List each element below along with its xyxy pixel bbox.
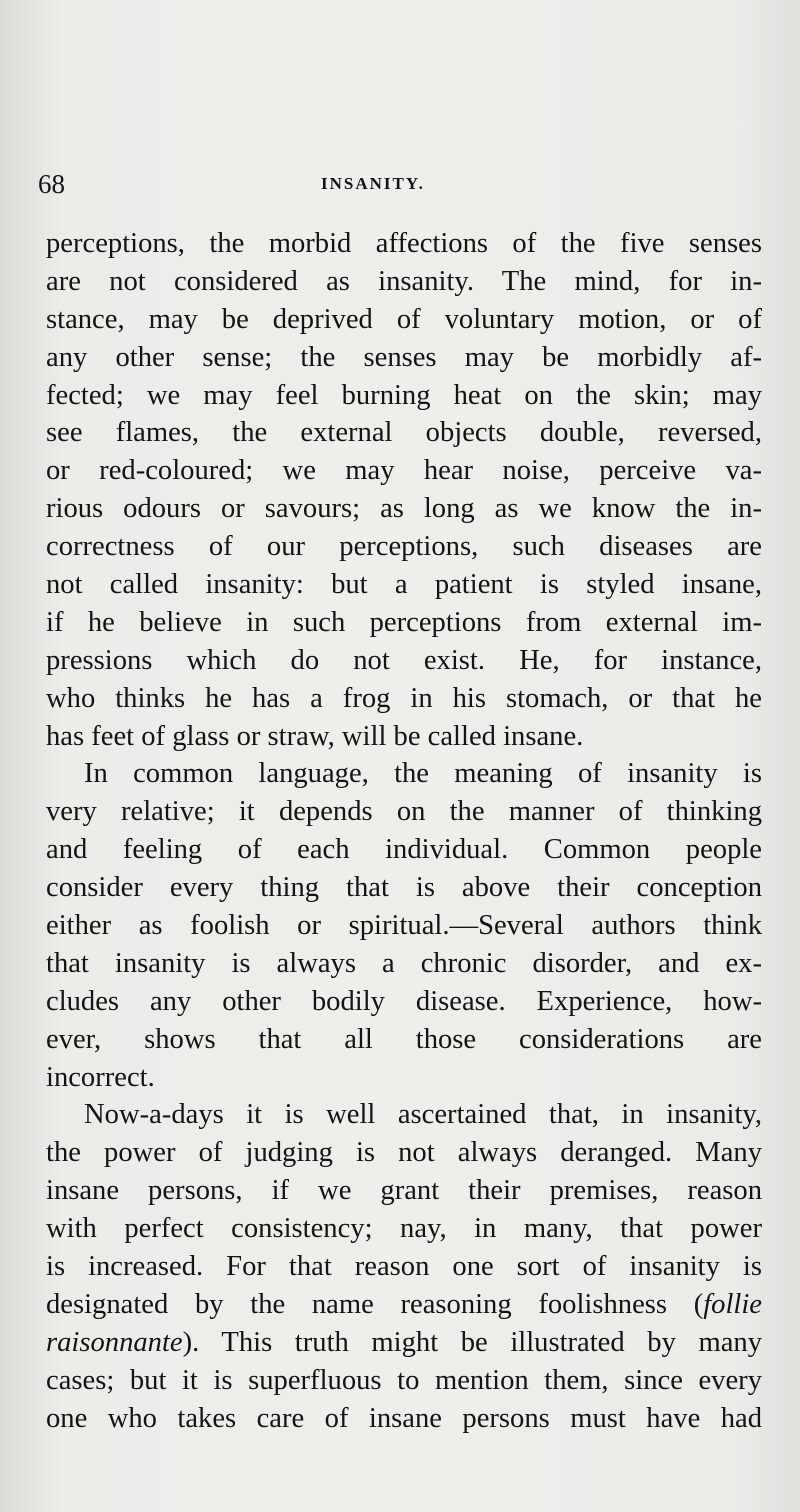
text-line: stance, may be deprived of voluntary motion, or of (46, 303, 762, 335)
text-line: ever, shows that all those considerations are (46, 1023, 762, 1055)
page-number: 68 (38, 169, 65, 199)
text-line: that insanity is always a chronic disorder, and ex- (46, 947, 762, 979)
text-line: perceptions, the morbid affections of the five senses (46, 228, 762, 259)
text-line: cludes any other bodily disease. Experience, how- (46, 985, 762, 1017)
text-line: cases; but it is superfluous to mention them, since every (46, 1364, 762, 1396)
text-line: correctness of our perceptions, such diseases are (46, 531, 762, 563)
text-line: consider every thing that is above their conception (46, 872, 762, 904)
text-line: insane persons, if we grant their premises, reason (46, 1175, 762, 1207)
text-segment: ). This truth might be illustrated by many (182, 1326, 762, 1358)
text-line: pressions which do not exist. He, for instance, (46, 644, 762, 676)
text-segment: designated by the name reasoning foolishness ( (46, 1288, 704, 1320)
text-line: if he believe in such perceptions from external im- (46, 606, 762, 638)
running-head (38, 170, 758, 198)
text-line: rious odours or savours; as long as we know the in- (46, 493, 762, 525)
text-line-with-italic (46, 1324, 762, 1362)
paragraph-first-line: In common language, the meaning of insanity is (84, 758, 762, 790)
text-line: has feet of glass or straw, will be called insane. (46, 720, 584, 752)
text-line: with perfect consistency; nay, in many, that power (46, 1213, 762, 1245)
text-line: see flames, the external objects double, reversed, (46, 417, 762, 449)
text-line: either as foolish or spiritual.—Several authors think (46, 910, 762, 942)
text-line: incorrect. (46, 1061, 155, 1093)
text-line-with-italic (46, 1286, 762, 1324)
italic-term: raisonnante (46, 1326, 183, 1358)
text-line: fected; we may feel burning heat on the skin; may (46, 379, 762, 411)
text-line: not called insanity: but a patient is styled insane, (46, 569, 762, 601)
paragraph-first-line: Now-a-days it is well ascertained that, in insanity, (84, 1099, 762, 1131)
text-line: who thinks he has a frog in his stomach, or that he (46, 682, 762, 714)
text-line: the power of judging is not always deranged. Many (46, 1137, 762, 1169)
text-line: very relative; it depends on the manner of thinking (46, 796, 762, 828)
text-line: are not considered as insanity. The mind, for in- (46, 265, 762, 297)
text-line: one who takes care of insane persons must have had (46, 1402, 762, 1434)
text-line: or red-coloured; we may hear noise, perceive va- (46, 455, 762, 487)
text-line: is increased. For that reason one sort of insanity is (46, 1251, 762, 1283)
italic-term: follie (703, 1288, 762, 1320)
text-line: any other sense; the senses may be morbidly af- (46, 341, 762, 373)
body-text (46, 225, 762, 1438)
text-line: and feeling of each individual. Common people (46, 834, 762, 866)
running-title: INSANITY. (321, 174, 425, 193)
